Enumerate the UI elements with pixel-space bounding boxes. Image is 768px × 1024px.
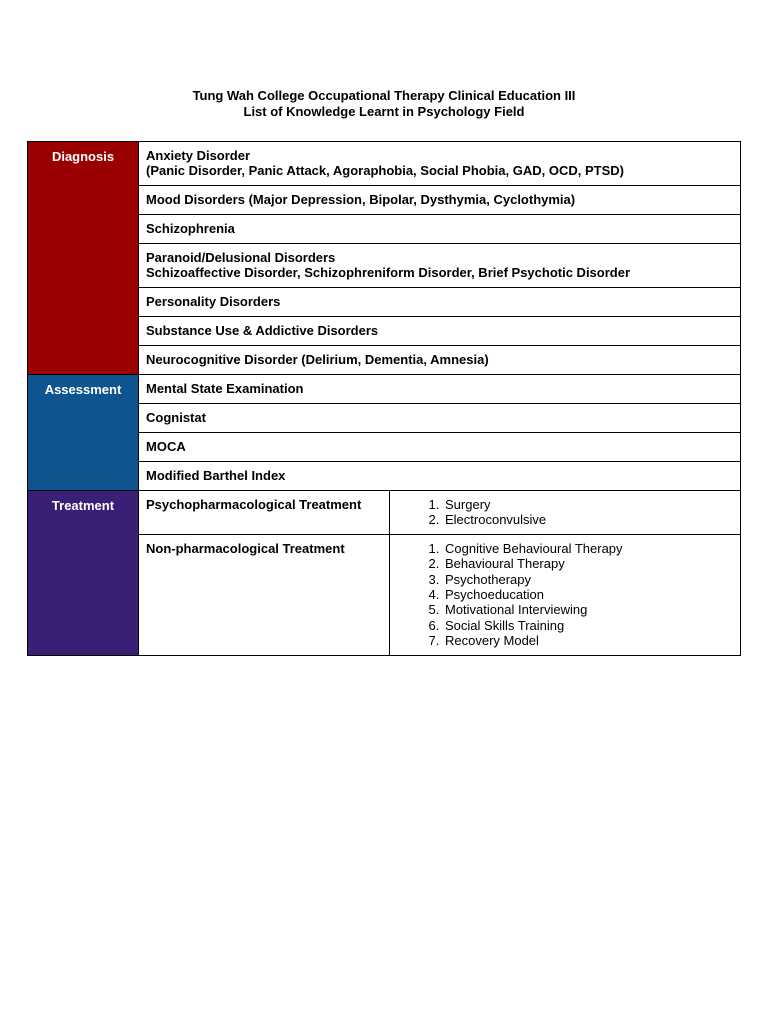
document-subtitle: List of Knowledge Learnt in Psychology Field xyxy=(243,104,525,119)
category-assessment xyxy=(28,375,139,491)
item-line: Neurocognitive Disorder (Delirium, Dementia, Amnesia) xyxy=(146,352,489,367)
treatment-name: Non-pharmacological Treatment xyxy=(139,534,390,655)
document-header xyxy=(0,88,768,120)
treatment-list xyxy=(390,497,732,528)
assessment-item: Cognistat xyxy=(139,404,741,433)
assessment-item: Modified Barthel Index xyxy=(139,462,741,491)
diagnosis-item xyxy=(139,186,741,215)
list-item: 2. Electroconvulsive xyxy=(443,512,732,527)
list-item: 1. Cognitive Behavioural Therapy xyxy=(443,541,732,556)
item-line: Substance Use & Addictive Disorders xyxy=(146,323,379,338)
category-diagnosis xyxy=(28,142,139,375)
diagnosis-item xyxy=(139,215,741,244)
item-line: Schizoaffective Disorder, Schizophreniform Disorder, Brief Psychotic Disorder xyxy=(146,265,631,280)
treatment-list xyxy=(390,541,732,649)
list-item: 7. Recovery Model xyxy=(443,633,732,648)
diagnosis-item xyxy=(139,244,741,288)
knowledge-table xyxy=(27,141,741,656)
item-line: Schizophrenia xyxy=(146,221,235,236)
assessment-item: Mental State Examination xyxy=(139,375,741,404)
treatment-list-cell xyxy=(390,491,741,535)
diagnosis-item xyxy=(139,317,741,346)
category-treatment xyxy=(28,491,139,656)
list-item: 5. Motivational Interviewing xyxy=(443,602,732,617)
treatment-name: Psychopharmacological Treatment xyxy=(139,491,390,535)
table-row xyxy=(28,375,741,404)
diagnosis-item xyxy=(139,346,741,375)
list-item: 1. Surgery xyxy=(443,497,732,512)
document-title: Tung Wah College Occupational Therapy Clinical Education III xyxy=(192,88,576,103)
item-line: Personality Disorders xyxy=(146,294,281,309)
table-row xyxy=(28,142,741,186)
assessment-item: MOCA xyxy=(139,433,741,462)
list-item: 2. Behavioural Therapy xyxy=(443,556,732,571)
diagnosis-item xyxy=(139,142,741,186)
item-line: Anxiety Disorder xyxy=(146,148,251,163)
category-label: Treatment xyxy=(51,498,115,513)
item-line: Mood Disorders (Major Depression, Bipolar, Dysthymia, Cyclothymia) xyxy=(146,192,576,207)
item-line: (Panic Disorder, Panic Attack, Agoraphobia, Social Phobia, GAD, OCD, PTSD) xyxy=(146,163,624,178)
diagnosis-item xyxy=(139,288,741,317)
list-item: 4. Psychoeducation xyxy=(443,587,732,602)
treatment-list-cell xyxy=(390,534,741,655)
list-item: 6. Social Skills Training xyxy=(443,618,732,633)
item-line: Paranoid/Delusional Disorders xyxy=(146,250,336,265)
table-row xyxy=(28,491,741,535)
category-label: Diagnosis xyxy=(51,149,115,164)
list-item: 3. Psychotherapy xyxy=(443,572,732,587)
category-label: Assessment xyxy=(44,382,122,397)
